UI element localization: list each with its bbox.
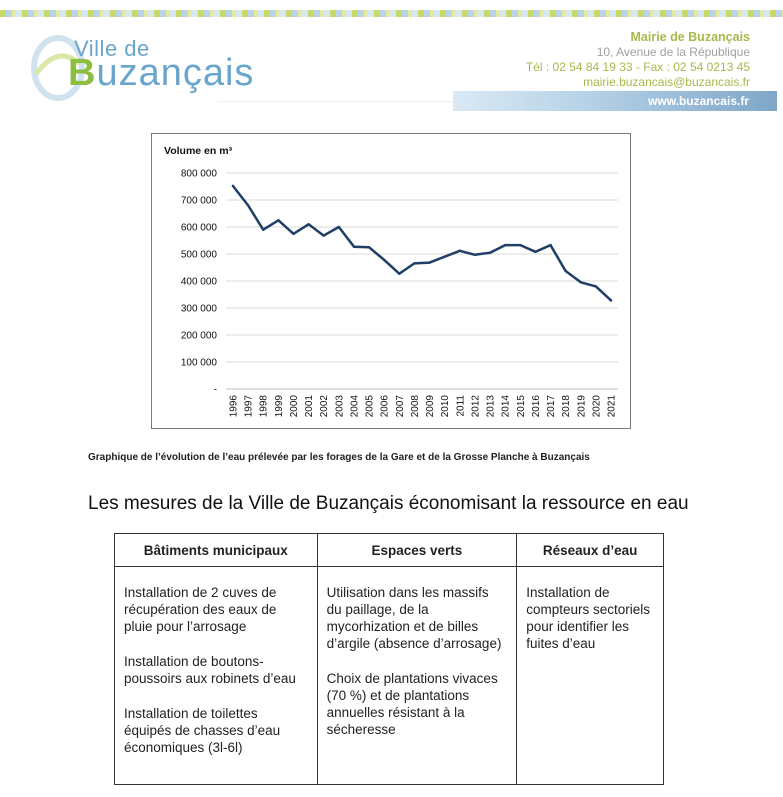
x-tick-label: 2008 (409, 395, 421, 418)
x-tick-label: 2020 (591, 395, 603, 418)
x-tick-label: 2001 (304, 395, 316, 418)
list-item: Installation de boutons-poussoirs aux robinets d’eau (124, 654, 296, 686)
y-tick-label: 500 000 (180, 249, 217, 261)
data-point (534, 251, 536, 253)
list-item: Utilisation dans les massifs du paillage, de la mycorhization et de billes d’argile (absence d’arrosage) (326, 585, 502, 651)
data-point (353, 246, 355, 248)
x-tick-label: 2011 (455, 395, 467, 417)
data-point (595, 285, 597, 287)
column-header: Bâtiments municipaux (115, 534, 318, 567)
x-tick-label: 2019 (576, 395, 588, 418)
logo-text-buzancais (68, 52, 254, 95)
x-tick-label: 2003 (334, 395, 346, 418)
y-tick-label: - (213, 384, 217, 396)
data-point (474, 254, 476, 256)
website-band (453, 91, 777, 111)
x-tick-label: 2012 (470, 395, 482, 418)
x-tick-label: 2015 (515, 395, 527, 418)
series-line (233, 186, 611, 300)
y-tick-label: 400 000 (180, 276, 217, 288)
logo-initial: B (68, 52, 97, 94)
list-item: Installation de toilettes équipés de chasses d’eau économiques (3l-6l) (124, 706, 281, 755)
data-point (247, 204, 249, 206)
x-tick-label: 2005 (364, 395, 376, 418)
x-tick-label: 2014 (500, 395, 512, 418)
data-point (307, 223, 309, 225)
list-item: Choix de plantations vivaces (70 %) et de plantations annuelles résistant à la sécheresse (326, 671, 498, 737)
x-tick-label: 1998 (258, 395, 270, 418)
logo-text-ville: Ville de (74, 36, 150, 61)
x-tick-label: 2010 (440, 395, 452, 418)
y-tick-label: 200 000 (180, 330, 217, 342)
data-point (292, 233, 294, 235)
data-point (262, 229, 264, 231)
y-tick-label: 100 000 (180, 357, 217, 369)
data-point (413, 262, 415, 264)
logo-rest: uzançais (96, 52, 255, 94)
contact-block (526, 30, 750, 90)
list-item: Installation de compteurs sectoriels pour identifier les fuites d’eau (526, 585, 651, 651)
mairie-email[interactable]: mairie.buzancais@buzancais.fr (583, 75, 750, 89)
data-point (504, 244, 506, 246)
x-tick-label: 1996 (228, 395, 240, 418)
y-tick-label: 800 000 (180, 168, 217, 180)
x-tick-label: 2018 (561, 395, 573, 418)
table-cell-espaces-verts (317, 567, 517, 785)
data-point (549, 244, 551, 246)
line-chart-svg (152, 134, 630, 428)
city-logo (28, 30, 255, 102)
column-header: Réseaux d’eau (517, 534, 664, 567)
table-cell-reseaux (517, 567, 664, 785)
data-point (428, 261, 430, 263)
x-tick-label: 2016 (530, 395, 542, 418)
table-cell-batiments (115, 567, 318, 785)
data-point (277, 219, 279, 221)
data-point (232, 185, 234, 187)
data-point (519, 244, 521, 246)
measures-table (114, 533, 664, 785)
data-point (398, 273, 400, 275)
y-tick-label: 700 000 (180, 195, 217, 207)
data-point (323, 234, 325, 236)
chart-caption: Graphique de l’évolution de l’eau prélevée par les forages de la Gare et de la Grosse Planche à Buzançais (88, 452, 590, 463)
y-axis-label: Volume en m³ (164, 145, 233, 157)
x-tick-label: 2007 (394, 395, 406, 418)
table-header-row (115, 534, 664, 567)
x-tick-label: 2000 (288, 395, 300, 418)
y-tick-label: 300 000 (180, 303, 217, 315)
header-divider (218, 101, 452, 102)
data-point (338, 226, 340, 228)
mairie-address: 10, Avenue de la République (596, 45, 750, 59)
data-point (564, 270, 566, 272)
data-point (368, 246, 370, 248)
table-row (115, 567, 664, 785)
x-tick-label: 2017 (546, 395, 558, 418)
x-tick-label: 2013 (485, 395, 497, 418)
x-tick-label: 1999 (273, 395, 285, 418)
data-point (443, 256, 445, 258)
section-title: Les mesures de la Ville de Buzançais économisant la ressource en eau (88, 493, 689, 514)
list-item: Installation de 2 cuves de récupération des eaux de pluie pour l’arrosage (124, 585, 277, 634)
x-tick-label: 2009 (425, 395, 437, 418)
data-point (383, 259, 385, 261)
data-point (580, 281, 582, 283)
water-volume-chart (151, 133, 631, 429)
x-tick-label: 2002 (319, 395, 331, 418)
mairie-phone-fax: Tél : 02 54 84 19 33 - Fax : 02 54 0213 45 (525, 60, 750, 74)
decorative-top-stripe (0, 10, 783, 17)
x-tick-label: 1997 (243, 395, 255, 418)
data-point (610, 299, 612, 301)
column-header: Espaces verts (317, 534, 517, 567)
data-point (489, 251, 491, 253)
mairie-title: Mairie de Buzançais (630, 30, 750, 44)
x-tick-label: 2004 (349, 395, 361, 418)
x-tick-label: 2021 (606, 395, 618, 418)
y-tick-label: 600 000 (180, 222, 217, 234)
x-tick-label: 2006 (379, 395, 391, 418)
website-link[interactable]: www.buzancais.fr (648, 94, 749, 108)
data-point (459, 250, 461, 252)
